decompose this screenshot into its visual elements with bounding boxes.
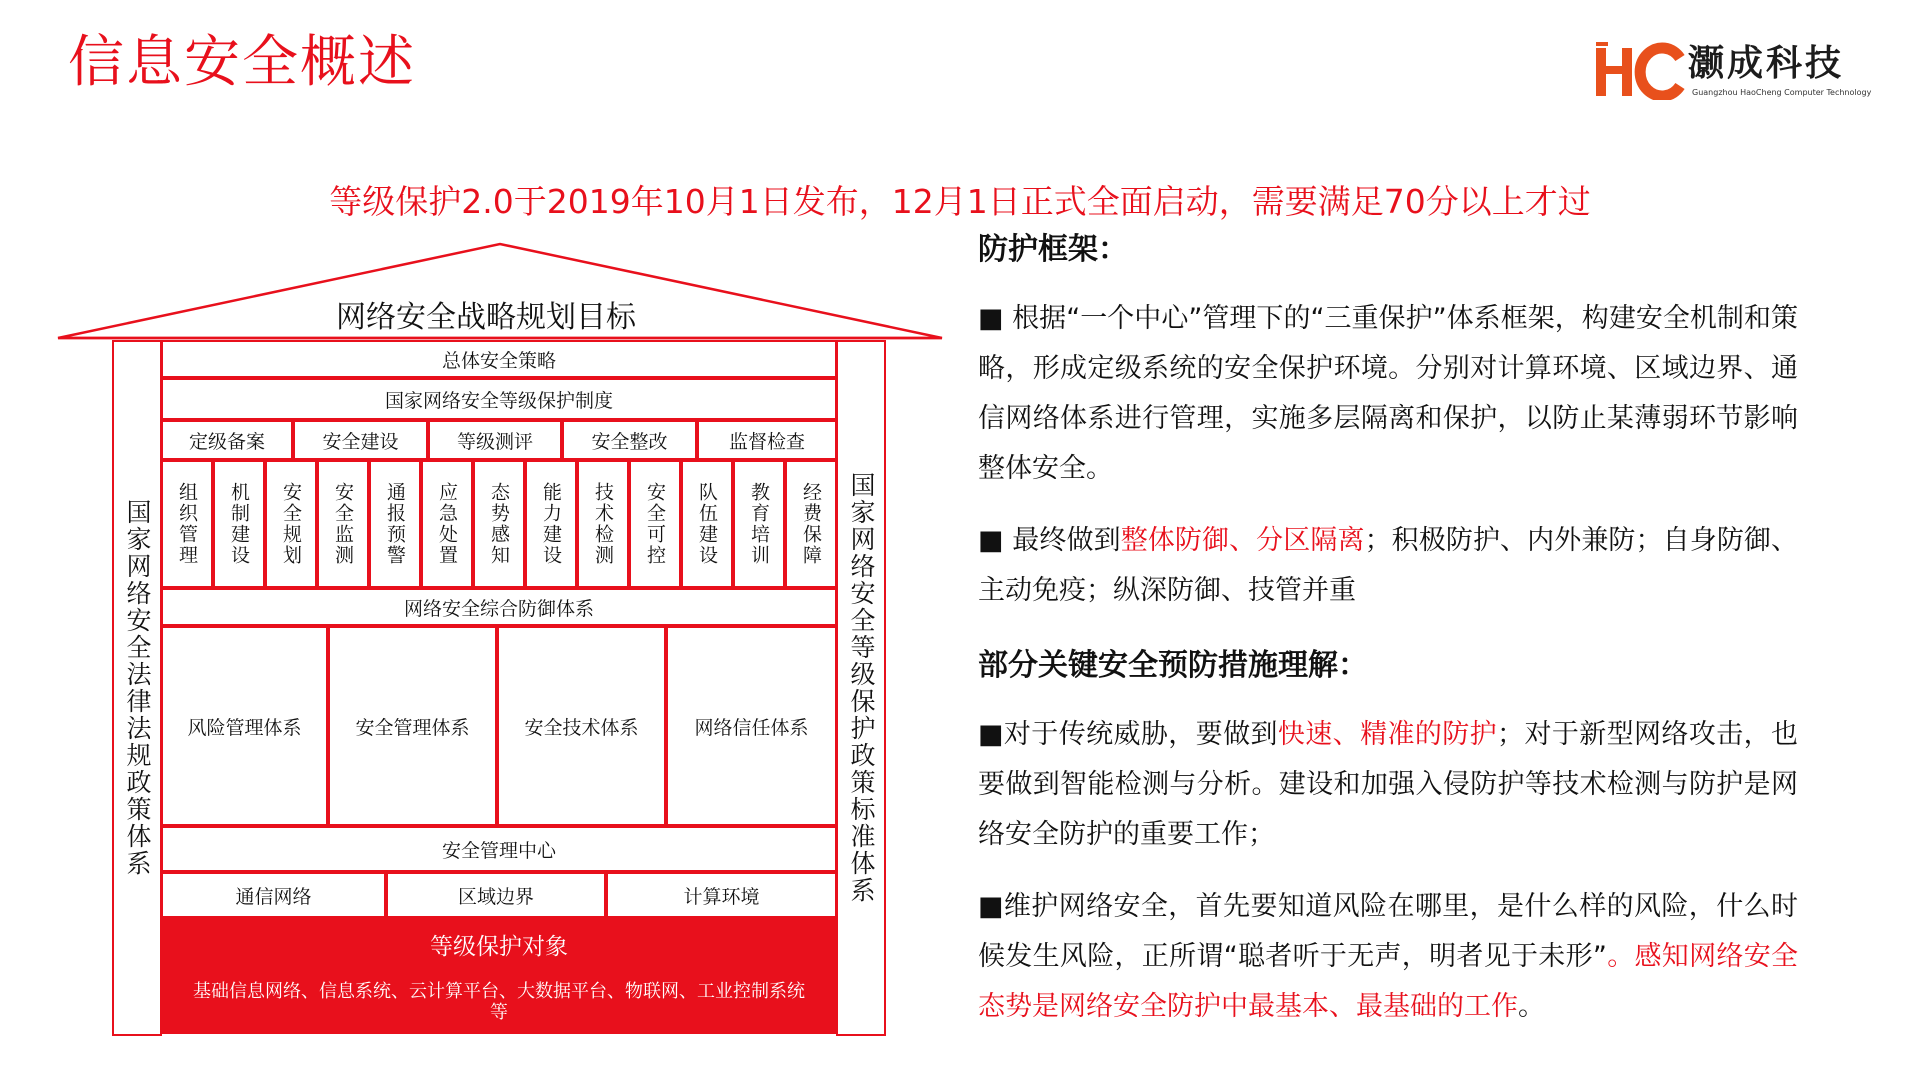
bullet-risk-awareness — [978, 882, 1798, 1032]
row-system: 国家网络安全等级保护制度 — [161, 378, 837, 420]
row-management-center: 安全管理中心 — [161, 826, 837, 872]
bullet-text: ；对于新型网络攻击，也要做到智能检测与分析。建设和加强入侵防护等技术检测与防护是网络安全防护的重要工作； — [978, 719, 1799, 850]
left-pillar-label: 国家网络安全法律法规政策体系 — [123, 499, 152, 877]
protection-framework-diagram — [56, 240, 944, 1040]
measure-label: 经费保障 — [800, 482, 822, 566]
system-cell: 安全管理体系 — [328, 626, 497, 826]
measure-cell — [317, 460, 369, 588]
measure-cell — [369, 460, 421, 588]
bullet-defense-goals — [978, 516, 1798, 616]
left-pillar — [112, 340, 162, 1036]
bullet-framework: ■ 根据“一个中心”管理下的“三重保护”体系框架，构建安全机制和策略，形成定级系统的安全保护环境。分别对计算环境、区域边界、通信网络体系进行管理，实施多层隔离和保护，以防止某薄弱环节影响整体安全。 — [978, 303, 1798, 484]
measure-cell — [421, 460, 473, 588]
framework-title: 防护框架： — [978, 232, 1128, 267]
measure-cell — [733, 460, 785, 588]
measure-cell — [525, 460, 577, 588]
measure-cell — [681, 460, 733, 588]
stage-cell: 监督检查 — [697, 420, 837, 460]
measure-label: 安全监测 — [332, 482, 354, 566]
highlight-text: 。感知网络安全态势是网络安全防护中最基本、最基础的工作 — [978, 941, 1798, 1022]
measure-label: 机制建设 — [228, 482, 250, 566]
measure-label: 通报预警 — [384, 482, 406, 566]
hc-logo-icon — [1592, 38, 1688, 100]
bullet-text: ■ 最终做到 — [978, 525, 1121, 556]
bullet-text: ■维护网络安全，首先要知道风险在哪里，是什么样的风险，什么时候发生风险，正所谓“聪者听于无声，明者见于未形” — [978, 891, 1798, 972]
measure-cell — [213, 460, 265, 588]
measure-cell — [265, 460, 317, 588]
logo-name: 灏成科技 — [1688, 43, 1845, 84]
measure-cell — [473, 460, 525, 588]
highlight-text: 整体防御、分区隔离 — [1120, 525, 1365, 556]
measures-title: 部分关键安全预防措施理解： — [978, 648, 1368, 683]
environment-cell: 区域边界 — [386, 872, 606, 918]
bullet-text: ；积极防护、内外兼防；自身防御、主动免疫；纵深防御、技管并重 — [978, 525, 1799, 606]
stage-cell: 定级备案 — [161, 420, 293, 460]
measure-label: 应急处置 — [436, 482, 458, 566]
bullet-threats — [978, 710, 1798, 860]
system-cell: 风险管理体系 — [161, 626, 328, 826]
right-pillar-label: 国家网络安全等级保护政策标准体系 — [847, 472, 876, 904]
measure-label: 组织管理 — [176, 482, 198, 566]
row-strategy: 总体安全策略 — [161, 340, 837, 378]
system-cell: 安全技术体系 — [497, 626, 666, 826]
measure-label: 技术检测 — [592, 482, 614, 566]
logo-subtitle: Guangzhou HaoCheng Computer Technology — [1692, 88, 1872, 97]
measure-cell — [577, 460, 629, 588]
page-title: 信息安全概述 — [68, 30, 416, 95]
measure-label: 队伍建设 — [696, 482, 718, 566]
bullet-text: ■对于传统威胁，要做到 — [978, 719, 1278, 750]
headline: 等级保护2.0于2019年10月1日发布，12月1日正式全面启动，需要满足70分以上才过 — [329, 182, 1591, 221]
company-logo — [1592, 38, 1888, 106]
measure-label: 教育培训 — [748, 482, 770, 566]
bullet-text: 。 — [1518, 991, 1545, 1022]
roof-title: 网络安全战略规划目标 — [336, 300, 636, 335]
measure-cell — [161, 460, 213, 588]
stage-cell: 安全建设 — [293, 420, 428, 460]
measure-label: 态势感知 — [488, 482, 510, 566]
environment-cell: 计算环境 — [606, 872, 837, 918]
measure-cell — [785, 460, 837, 588]
measure-label: 能力建设 — [540, 482, 562, 566]
protected-objects-desc: 基础信息网络、信息系统、云计算平台、大数据平台、物联网、工业控制系统等 — [193, 981, 805, 1023]
right-text-column — [978, 228, 1798, 1032]
stage-cell: 安全整改 — [562, 420, 697, 460]
measure-label: 安全可控 — [644, 482, 666, 566]
system-cell: 网络信任体系 — [666, 626, 837, 826]
environment-cell: 通信网络 — [161, 872, 386, 918]
protected-objects-title: 等级保护对象 — [430, 934, 568, 960]
measure-label: 安全规划 — [280, 482, 302, 566]
measure-cell — [629, 460, 681, 588]
stage-cell: 等级测评 — [428, 420, 562, 460]
protected-objects-block — [161, 918, 837, 1034]
row-defense: 网络安全综合防御体系 — [161, 588, 837, 626]
highlight-text: 快速、精准的防护 — [1277, 719, 1498, 750]
right-pillar — [836, 340, 886, 1036]
